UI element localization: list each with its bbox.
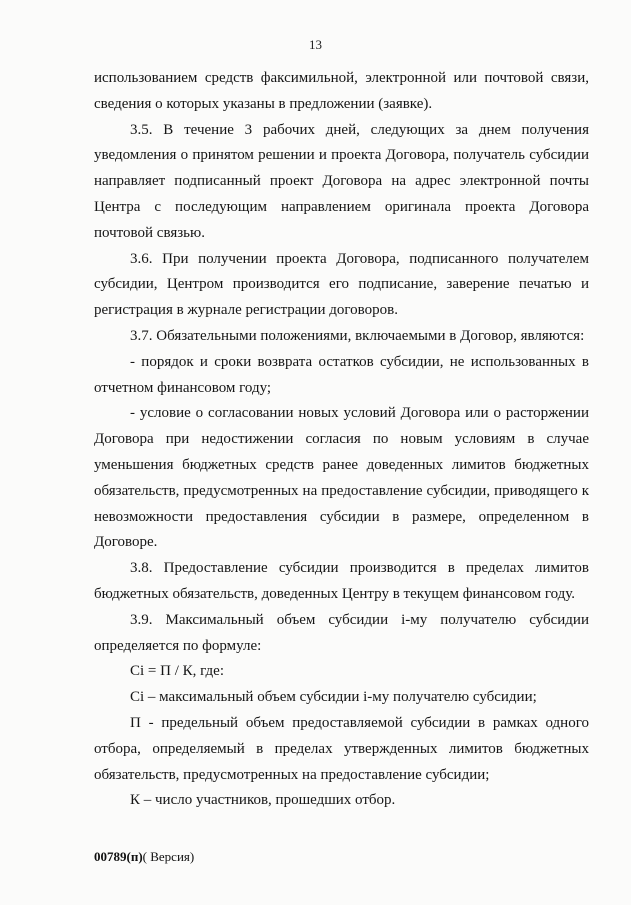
footer-version: ( Версия) <box>142 849 195 864</box>
paragraph-3-7: 3.7. Обязательными положениями, включаемыми в Договор, являются: <box>130 327 585 344</box>
formula: Ci = П / К, где: <box>130 663 224 680</box>
formula-term-ci: Ci – максимальный объем субсидии i-му получателю субсидии; <box>130 689 537 706</box>
paragraph-continuation: использованием средств факсимильной, электронной или почтовой связи, сведения о которых указаны в предложении (заявке). <box>94 70 589 112</box>
paragraph-3-8: 3.8. Предоставление субсидии производится в пределах лимитов бюджетных обязательств, доведенных Центру в текущем финансовом году. <box>94 560 589 602</box>
footer-document-code <box>94 849 194 865</box>
formula-term-k: К – число участников, прошедших отбор. <box>130 792 396 809</box>
formula-term-p: П - предельный объем предоставляемой субсидии в рамках одного отбора, определяемый в пределах утвержденных лимитов бюджетных обязательств, предусмотренных на предоставление субсидии; <box>94 714 589 783</box>
document-body <box>94 66 589 814</box>
page-number: 13 <box>309 37 322 52</box>
paragraph-3-5: 3.5. В течение 3 рабочих дней, следующих за днем получения уведомления о принятом решении и проекта Договора, получатель субсидии направляет подписанный проект Договора на адрес электронной почты Центра с последующим направлением оригинала проекта Договора почтовой связью. <box>94 121 589 241</box>
list-item-agreement-condition: - условие о согласовании новых условий Договора или о расторжении Договора при недостижении согласия по новым условиям в случае уменьшения бюджетных средств ранее доведенных лимитов бюджетных обязательств, предусмотренных на предоставление субсидии, приводящего к невозможности предоставления субсидии в размере, определенном в Договоре. <box>94 405 589 551</box>
footer-code: 00789(п) <box>94 849 143 864</box>
paragraph-3-9: 3.9. Максимальный объем субсидии i-му получателю субсидии определяется по формуле: <box>94 611 589 654</box>
paragraph-3-6: 3.6. При получении проекта Договора, подписанного получателем субсидии, Центром производится его подписание, заверение печатью и регистрация в журнале регистрации договоров. <box>94 250 589 319</box>
list-item-return-terms: - порядок и сроки возврата остатков субсидии, не использованных в отчетном финансовом году; <box>94 353 589 396</box>
